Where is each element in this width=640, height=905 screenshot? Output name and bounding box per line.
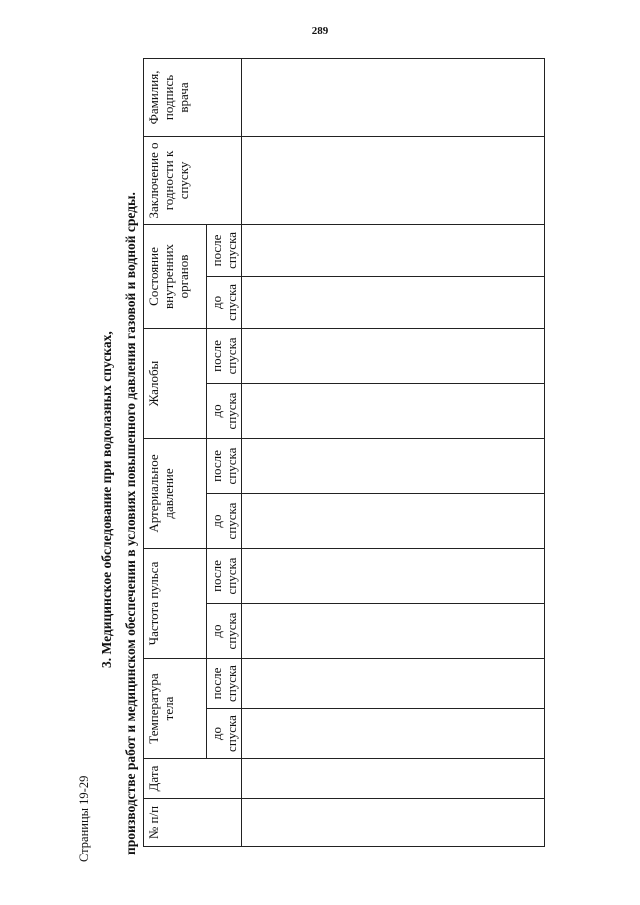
table-cell-complaints-before[interactable] (242, 383, 545, 438)
table-cell-conclusion[interactable] (242, 136, 545, 224)
table-cell-number[interactable] (242, 799, 545, 847)
document-title-line1: 3. Медицинское обследование при водолазных спусках, (99, 331, 114, 668)
table-cell-date[interactable] (242, 759, 545, 799)
table-cell-pulse-before[interactable] (242, 604, 545, 659)
col-header-conclusion: Заключение о годности к спуску (144, 136, 242, 224)
table-row (242, 58, 545, 846)
col-header-doctor: Фамилия, подпись врача (144, 58, 242, 136)
table-cell-complaints-after[interactable] (242, 328, 545, 383)
subheader-complaints-before: до спуска (207, 383, 242, 438)
document-title-line2: производстве работ и медицинском обеспечении в условиях повышенного давления газовой и водной среды. (123, 192, 138, 855)
subheader-pressure-before: до спуска (207, 494, 242, 549)
table-cell-pressure-after[interactable] (242, 438, 545, 493)
medical-exam-table (143, 58, 545, 847)
subheader-temp-after: после спуска (207, 659, 242, 709)
subheader-organs-before: до спуска (207, 276, 242, 328)
subheader-pressure-after: после спуска (207, 438, 242, 493)
medical-exam-table-wrapper (143, 59, 545, 847)
side-label: Страницы 19-29 (77, 775, 91, 862)
subheader-organs-after: после спуска (207, 224, 242, 276)
col-header-pulse: Частота пульса (144, 549, 207, 659)
table-cell-doctor[interactable] (242, 58, 545, 136)
table-cell-temp-before[interactable] (242, 709, 545, 759)
col-header-date: Дата (144, 759, 242, 799)
table-cell-organs-before[interactable] (242, 276, 545, 328)
table-cell-pressure-before[interactable] (242, 494, 545, 549)
subheader-complaints-after: после спуска (207, 328, 242, 383)
col-header-number: № п/п (144, 799, 242, 847)
col-header-internal-organs: Состояние внутренних органов (144, 224, 207, 328)
subheader-pulse-before: до спуска (207, 604, 242, 659)
col-header-blood-pressure: Артериальное давление (144, 438, 207, 548)
col-header-temperature: Температура тела (144, 659, 207, 759)
table-cell-organs-after[interactable] (242, 224, 545, 276)
subheader-temp-before: до спуска (207, 709, 242, 759)
subheader-pulse-after: после спуска (207, 549, 242, 604)
col-header-complaints: Жалобы (144, 328, 207, 438)
table-cell-temp-after[interactable] (242, 659, 545, 709)
page-number: 289 (311, 25, 329, 37)
table-cell-pulse-after[interactable] (242, 549, 545, 604)
